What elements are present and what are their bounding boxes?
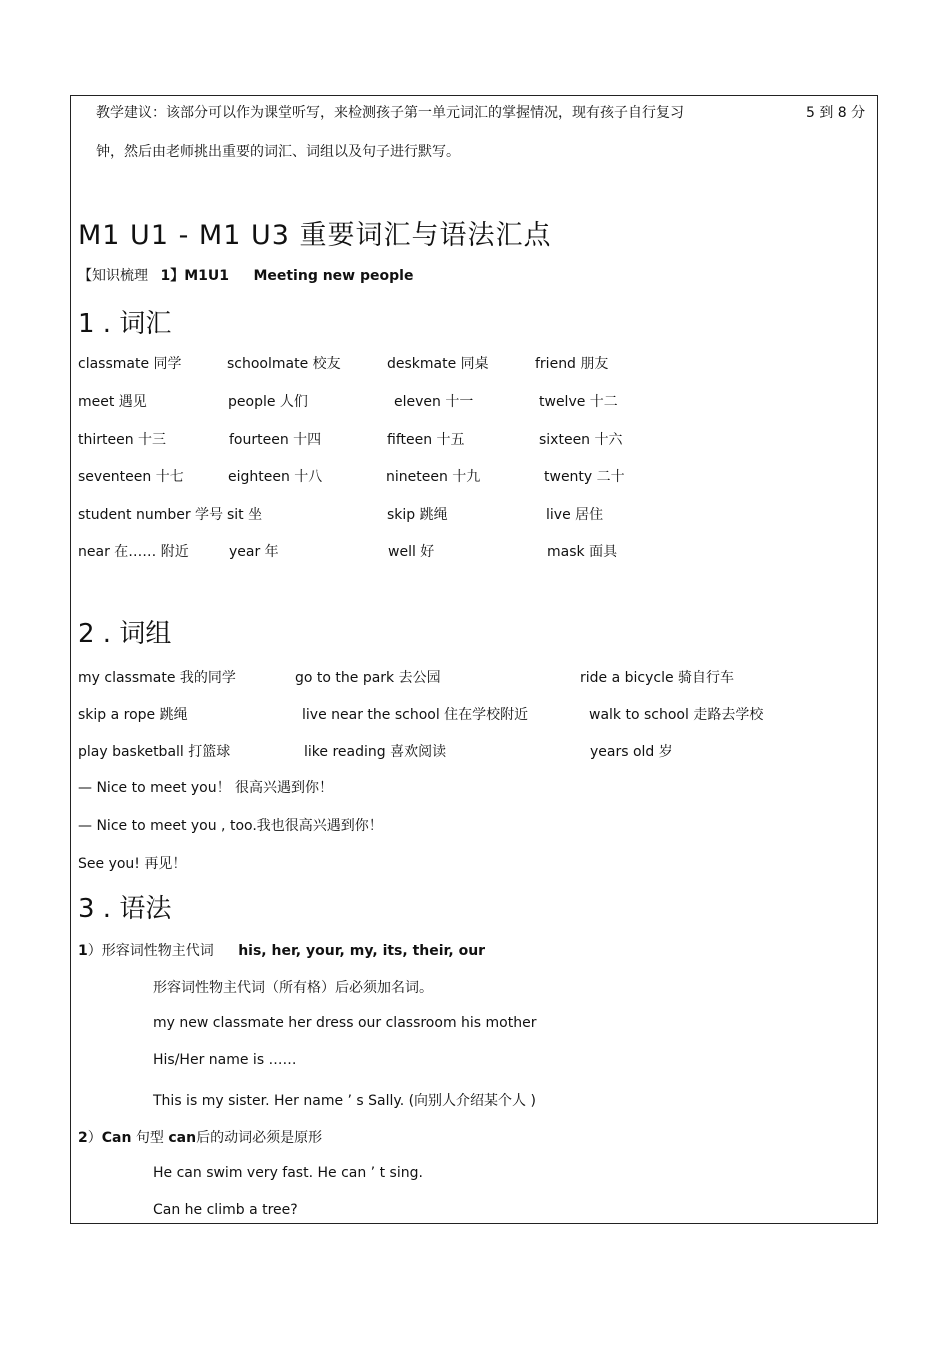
teaching-note-duration: 5 到 8 分 [806, 105, 866, 121]
vocab-item: thirteen 十三 [78, 432, 167, 448]
vocab-item: classmate 同学 [78, 356, 182, 372]
can-keyword: Can [101, 1130, 132, 1146]
vocab-item: skip 跳绳 [387, 507, 448, 523]
phrase-item: walk to school 走路去学校 [589, 707, 764, 723]
vocab-item: live 居住 [546, 507, 604, 523]
section-heading-phrases: 2 . 词组 [78, 619, 172, 649]
grammar-item-number: 2 [78, 1130, 88, 1146]
sentence-line: — Nice to meet you！ 很高兴遇到你！ [78, 780, 334, 796]
vocab-item: eighteen 十八 [228, 469, 323, 485]
grammar-item-label: ） [87, 1130, 102, 1146]
grammar-line: my new classmate her dress our classroom his mother [153, 1015, 537, 1031]
section-heading-grammar: 3 . 语法 [78, 894, 172, 924]
phrase-item: play basketball 打篮球 [78, 744, 231, 760]
phrase-item: go to the park 去公园 [295, 670, 441, 686]
vocab-item: nineteen 十九 [386, 469, 481, 485]
page-title: M1 U1 - M1 U3 重要词汇与语法汇点 [78, 220, 552, 251]
vocab-item: schoolmate 校友 [227, 356, 341, 372]
sentence-line: — Nice to meet you , too.我也很高兴遇到你！ [78, 818, 383, 834]
vocab-item: mask 面具 [547, 544, 618, 560]
vocab-item: people 人们 [228, 394, 308, 410]
phrase-item: years old 岁 [590, 744, 673, 760]
vocab-item: student number 学号 [78, 507, 224, 523]
vocab-item: twelve 十二 [539, 394, 618, 410]
phrase-item: ride a bicycle 骑自行车 [580, 670, 735, 686]
vocab-item: seventeen 十七 [78, 469, 184, 485]
grammar-line: His/Her name is …… [153, 1052, 297, 1068]
vocab-item: year 年 [229, 544, 279, 560]
grammar-line: Can he climb a tree? [153, 1202, 298, 1218]
vocab-item: fourteen 十四 [229, 432, 322, 448]
subtitle-prefix: 【知识梳理 [78, 268, 148, 284]
phrase-item: skip a rope 跳绳 [78, 707, 188, 723]
vocab-item: well 好 [388, 544, 435, 560]
grammar-item-label: 后的动词必须是原形 [196, 1130, 323, 1146]
subtitle [78, 265, 413, 285]
grammar-item-number: 1 [78, 943, 88, 959]
grammar-line: He can swim very fast. He can ’ t sing. [153, 1165, 423, 1181]
grammar-item-2 [78, 1127, 322, 1147]
teaching-note-line1: 教学建议：该部分可以作为课堂听写，来检测孩子第一单元词汇的掌握情况，现有孩子自行复习 [96, 105, 684, 121]
phrase-item: like reading 喜欢阅读 [304, 744, 447, 760]
pronoun-list: his, her, your, my, its, their, our [238, 943, 486, 959]
vocab-item: twenty 二十 [544, 469, 625, 485]
grammar-item-1 [78, 940, 485, 960]
grammar-line: 形容词性物主代词（所有格）后必须加名词。 [153, 980, 433, 996]
phrase-item: live near the school 住在学校附近 [302, 707, 529, 723]
teaching-note-line2: 钟，然后由老师挑出重要的词汇、词组以及句子进行默写。 [96, 144, 460, 160]
grammar-line: This is my sister. Her name ’ s Sally. (向别人介绍某个人 ) [153, 1093, 536, 1109]
grammar-item-label: 句型 [131, 1130, 169, 1146]
vocab-item: meet 遇见 [78, 394, 147, 410]
phrase-item: my classmate 我的同学 [78, 670, 236, 686]
grammar-item-label: ）形容词性物主代词 [87, 943, 214, 959]
sentence-line: See you! 再见！ [78, 856, 187, 872]
vocab-item: sixteen 十六 [539, 432, 623, 448]
subtitle-topic: Meeting new people [253, 268, 414, 284]
subtitle-number: 1】M1U1 [160, 268, 229, 284]
vocab-item: friend 朋友 [535, 356, 609, 372]
vocab-item: fifteen 十五 [387, 432, 465, 448]
can-keyword: can [168, 1130, 197, 1146]
vocab-item: near 在…… 附近 [78, 544, 189, 560]
section-heading-vocab: 1 . 词汇 [78, 309, 172, 339]
vocab-item: sit 坐 [227, 507, 263, 523]
vocab-item: eleven 十一 [394, 394, 474, 410]
vocab-item: deskmate 同桌 [387, 356, 489, 372]
